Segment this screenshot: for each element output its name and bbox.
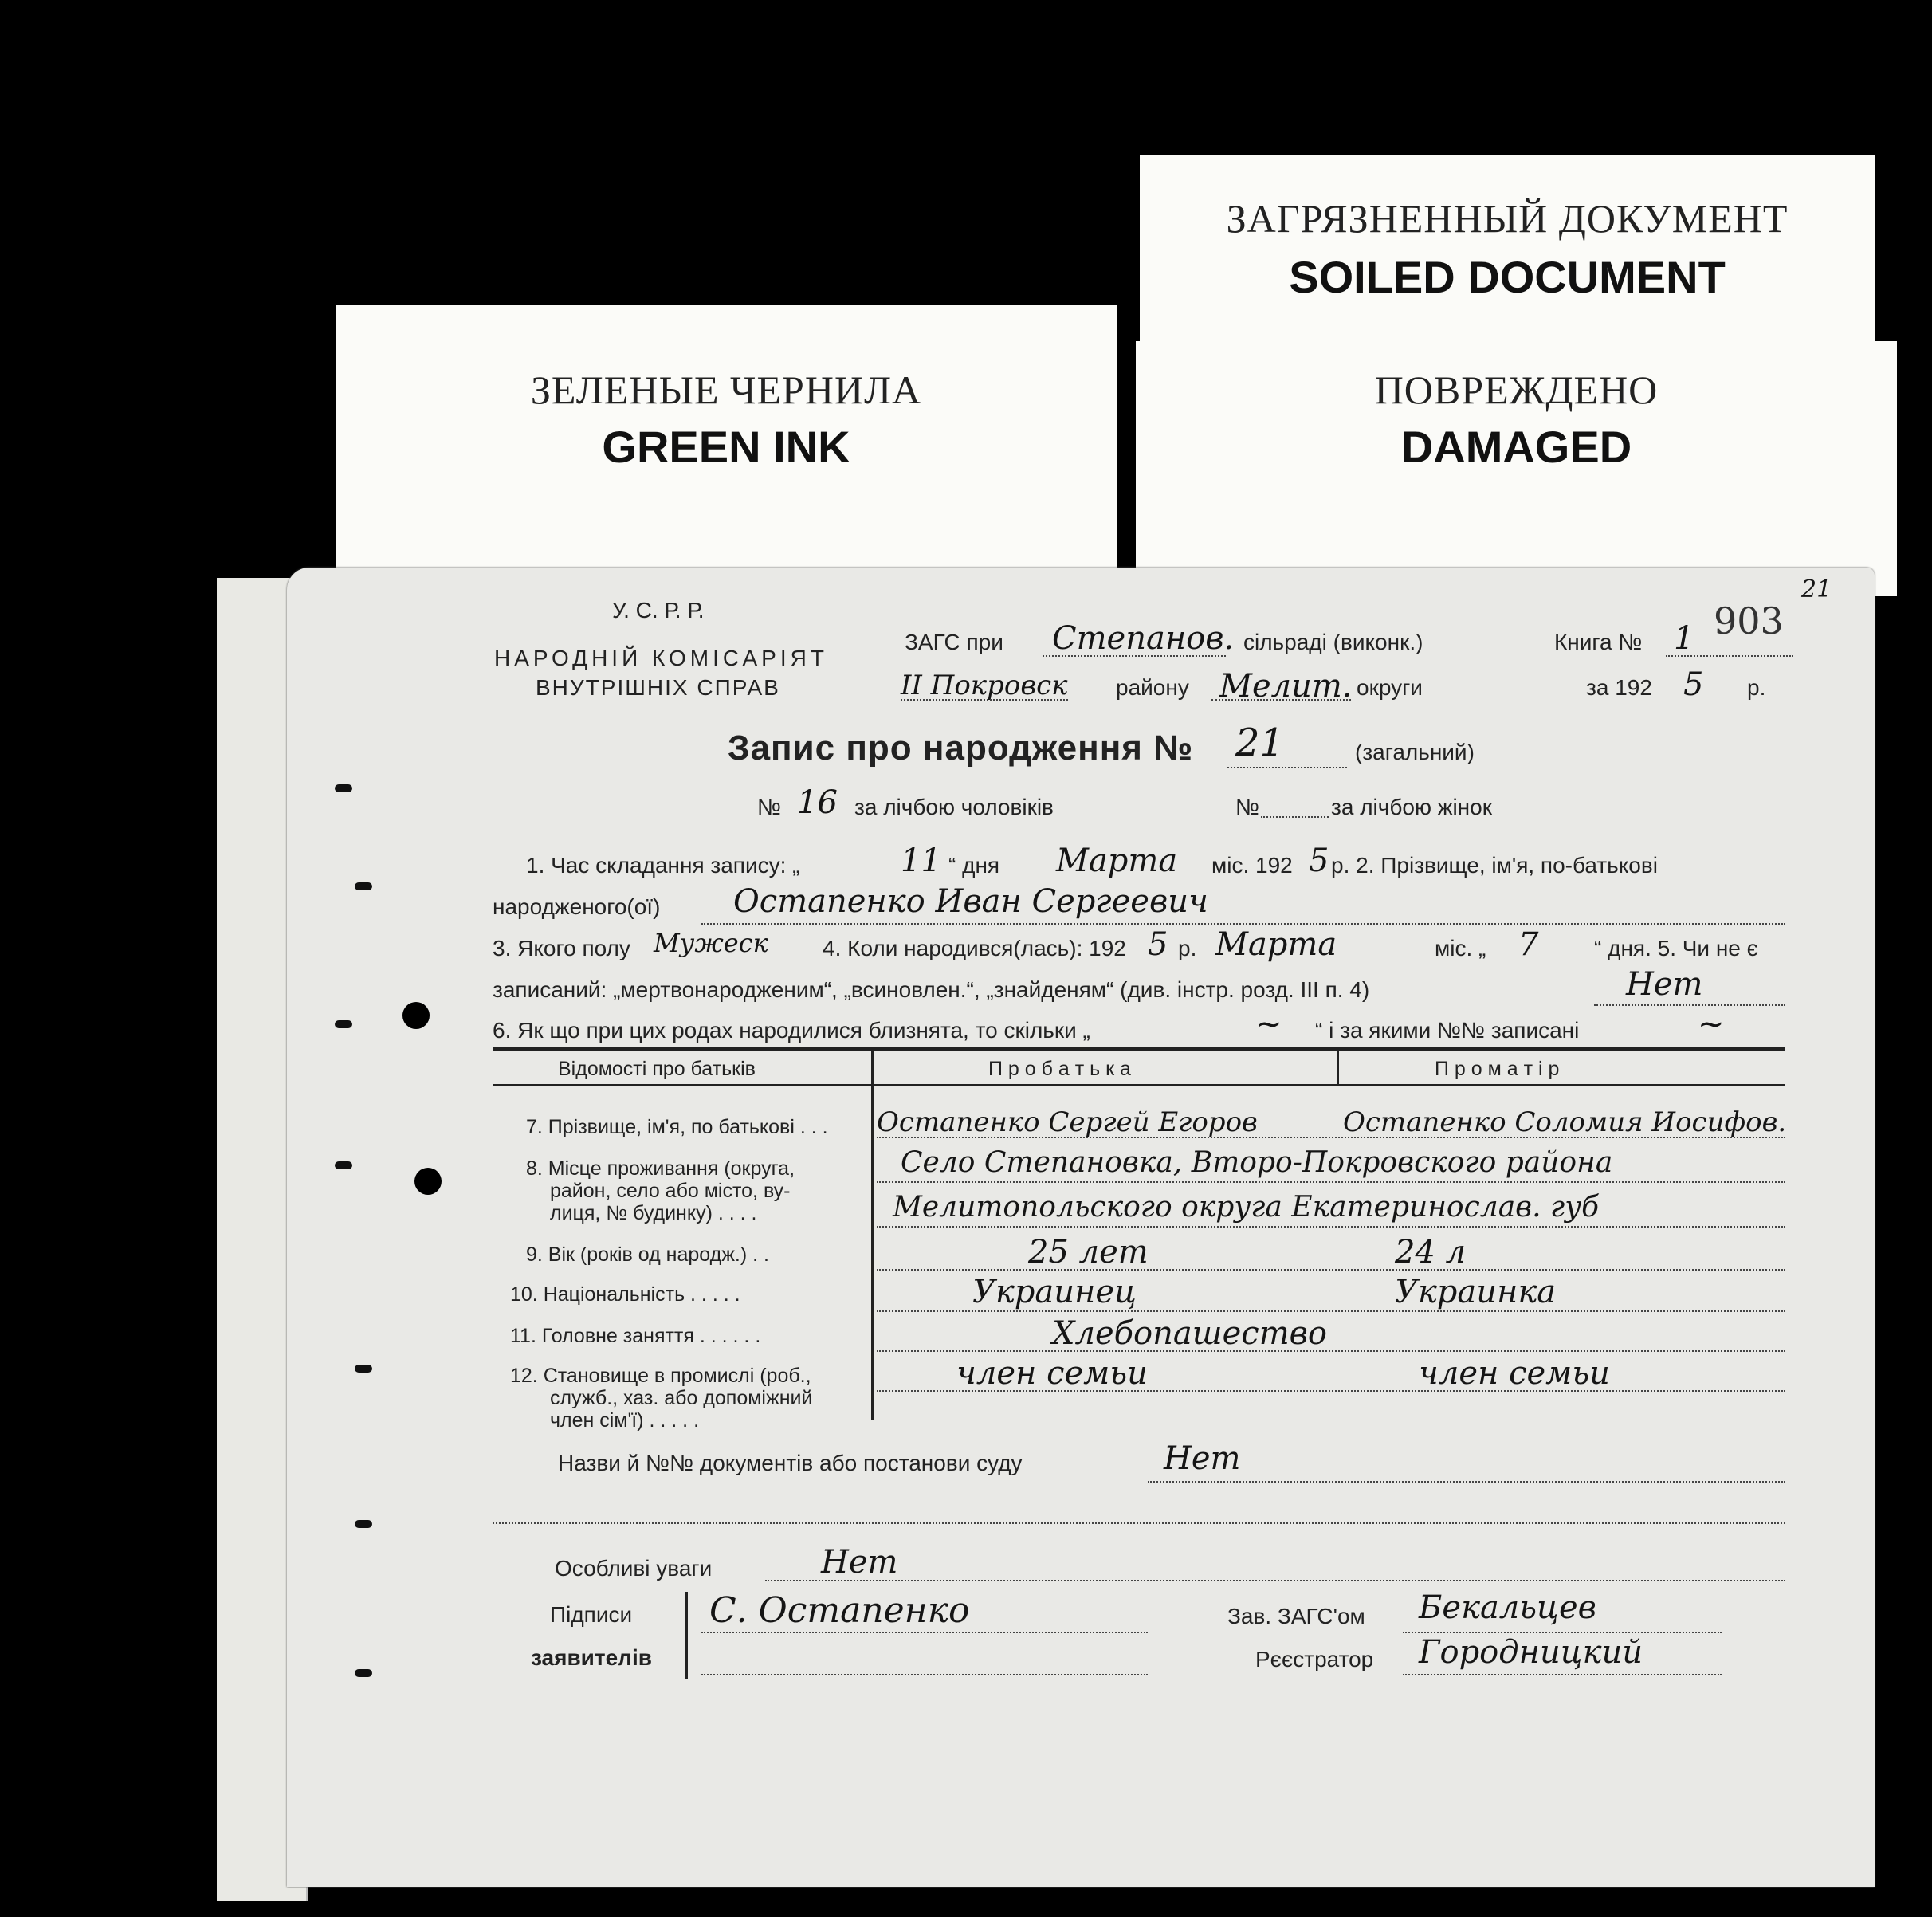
punch-hole	[355, 1669, 372, 1677]
damaged-ru: ПОВРЕЖДЕНО	[1374, 367, 1659, 412]
q3-label: 3. Якого полу	[493, 936, 630, 960]
q6-mid: “ і за якими №№ записані	[1315, 1018, 1580, 1043]
father-status: член семьи	[956, 1355, 1148, 1392]
father-name: Остапенко Сергей Егоров	[877, 1106, 1258, 1138]
q5-label: записаний: „мертвонародженим“, „всиновлен.“, „знайденям“ (див. інстр. розд. III п. 4)	[493, 977, 1370, 1002]
row-label-12a: 12. Становище в промислі (роб.,	[510, 1365, 811, 1387]
fill-line	[493, 1522, 1785, 1524]
table-header-rule	[493, 1084, 1785, 1086]
q6-label: 6. Як що при цих родах народилися близнята, то скільки „	[493, 1018, 1090, 1043]
q4-tail: “ дня. 5. Чи не є	[1594, 936, 1758, 960]
damaged-en: DAMAGED	[1400, 422, 1632, 472]
row-label-8b: район, село або місто, ву-	[550, 1180, 791, 1202]
men-count-pre: №	[757, 795, 782, 819]
col-father-header: П р о б а т ь к а	[988, 1058, 1131, 1080]
row-label-9: 9. Вік (років од народж.) . .	[526, 1243, 769, 1266]
punch-hole	[355, 882, 372, 890]
q1-tail: р. 2. Прізвище, ім'я, по-батькові	[1331, 853, 1658, 878]
mother-age: 24 л	[1395, 1234, 1467, 1271]
year-label: за 192	[1586, 675, 1652, 700]
head-label: Зав. ЗАГС'ом	[1227, 1604, 1365, 1628]
book-value: 1	[1674, 620, 1694, 657]
fill-line	[1403, 1674, 1722, 1675]
fill-line	[1261, 816, 1329, 818]
fill-line	[1043, 655, 1226, 657]
notes-label: Особливі уваги	[555, 1556, 713, 1581]
green-ink-label-card	[336, 305, 1117, 592]
mother-name: Остапенко Соломия Иосифов.	[1343, 1106, 1787, 1138]
q1-label: 1. Час складання запису: „	[526, 853, 800, 878]
row-label-12c: член сім'ї) . . . . .	[550, 1409, 700, 1432]
fill-line	[1594, 1004, 1785, 1006]
punch-hole	[355, 1520, 372, 1528]
q2-value: Остапенко Иван Сергеевич	[733, 883, 1208, 920]
q4-label: 4. Коли народився(лась): 192	[823, 936, 1126, 960]
fill-line	[877, 1226, 1785, 1228]
fill-line	[901, 699, 1068, 701]
sign-label-2: заявителів	[531, 1645, 652, 1670]
zags-suffix: сільраді (виконк.)	[1243, 630, 1423, 654]
punch-hole	[335, 1020, 352, 1028]
book-label: Книга №	[1554, 630, 1643, 654]
q4-month: Марта	[1215, 926, 1337, 963]
notes-value: Нет	[821, 1544, 898, 1581]
row-label-8a: 8. Місце проживання (округа,	[526, 1157, 795, 1180]
q4-year: 5	[1148, 926, 1168, 963]
fill-line	[877, 1390, 1785, 1392]
residence-line-1: Село Степановка, Второ-Покровского района	[901, 1146, 1613, 1179]
row-label-11: 11. Головне заняття . . . . . .	[510, 1325, 761, 1347]
row-label-10: 10. Національність . . . . .	[510, 1283, 740, 1306]
docs-label: Назви й №№ документів або постанови суду	[558, 1451, 1023, 1475]
q4-mis: міс. „	[1435, 936, 1486, 960]
stamp-number: 903	[1714, 599, 1784, 642]
table-col-divider	[871, 1050, 874, 1420]
q6-value: ~	[1255, 1006, 1282, 1043]
fill-line	[1148, 1481, 1785, 1483]
row-label-12b: служб., хаз. або допоміжний	[550, 1387, 813, 1409]
green-ink-en: GREEN INK	[602, 422, 850, 472]
punch-hole	[335, 1161, 352, 1169]
father-occupation: Хлебопашество	[1052, 1315, 1327, 1352]
ministry-line-2: ВНУТРІШНІХ СПРАВ	[536, 675, 780, 700]
q1-year: 5	[1309, 843, 1329, 879]
soiled-ru: ЗАГРЯЗНЕННЫЙ ДОКУМЕНТ	[1226, 196, 1789, 241]
women-count-label: за лічбою жінок	[1331, 795, 1492, 819]
soiled-document-label-card	[1140, 155, 1875, 355]
applicant-signature: С. Остапенко	[709, 1590, 970, 1631]
table-top-rule	[493, 1047, 1785, 1051]
fill-line	[1227, 767, 1347, 768]
fill-line	[877, 1137, 1785, 1138]
fill-line	[1666, 655, 1793, 657]
raion-label: району	[1116, 675, 1189, 700]
record-number: 21	[1235, 721, 1285, 765]
punch-hole	[414, 1168, 442, 1195]
fill-line	[701, 923, 1785, 925]
q6-value2: ~	[1698, 1006, 1725, 1043]
okrug-value: Мелит.	[1219, 668, 1353, 705]
fill-line	[701, 1674, 1148, 1675]
zags-label: ЗАГС при	[905, 630, 1003, 654]
row-label-8c: лиця, № будинку) . . . .	[550, 1202, 757, 1224]
q1-mis: міс. 192	[1211, 853, 1293, 878]
fill-line	[701, 1632, 1148, 1633]
q1-mid: “ дня	[948, 853, 1000, 878]
registrar-signature: Городницкий	[1419, 1634, 1643, 1671]
row-label-7: 7. Прізвище, ім'я, по батькові . . .	[526, 1116, 828, 1138]
father-age: 25 лет	[1028, 1234, 1149, 1271]
punch-hole	[402, 1002, 430, 1029]
green-ink-ru: ЗЕЛЕНЫЕ ЧЕРНИЛА	[530, 367, 922, 412]
residence-line-2: Мелитопольского округа Екатеринослав. губ	[893, 1191, 1600, 1224]
fill-line	[877, 1350, 1785, 1352]
q1-month: Марта	[1056, 843, 1178, 879]
page-number: 21	[1801, 575, 1832, 603]
fill-line	[877, 1269, 1785, 1271]
q5-value: Нет	[1626, 966, 1703, 1003]
fill-line	[877, 1310, 1785, 1312]
raion-value: II Покровск	[901, 670, 1068, 701]
okrug-label: округи	[1357, 675, 1423, 700]
q3-value: Мужеск	[654, 928, 768, 958]
men-count-value: 16	[797, 784, 838, 821]
record-title: Запис про народження №	[728, 729, 1194, 768]
mother-status: член семьи	[1419, 1355, 1610, 1392]
q4-day: 7	[1518, 926, 1539, 963]
year-suffix: р.	[1747, 675, 1766, 700]
sign-label-1: Підписи	[550, 1602, 633, 1627]
docs-value: Нет	[1164, 1440, 1241, 1477]
ministry-line-1: НАРОДНІЙ КОМІСАРІЯТ	[494, 646, 828, 670]
table-col-divider	[1337, 1050, 1339, 1086]
q1-day: 11	[901, 843, 941, 879]
fill-line	[765, 1580, 1785, 1581]
mother-nationality: Украинка	[1395, 1274, 1557, 1310]
col-mother-header: П р о м а т і р	[1435, 1058, 1560, 1080]
men-count-label: за лічбою чоловіків	[854, 795, 1054, 819]
col-info-header: Відомості про батьків	[558, 1058, 756, 1080]
punch-hole	[335, 784, 352, 792]
birth-record-form	[287, 568, 1875, 1887]
record-general: (загальний)	[1355, 740, 1475, 764]
damaged-label-card	[1136, 341, 1897, 596]
sign-bracket	[685, 1592, 688, 1679]
soiled-en: SOILED DOCUMENT	[1289, 252, 1726, 302]
fill-line	[1403, 1632, 1722, 1633]
registrar-label: Рєєстратор	[1255, 1647, 1374, 1671]
women-count-pre: №	[1235, 795, 1260, 819]
zags-value: Степанов.	[1052, 620, 1235, 657]
fill-line	[877, 1181, 1785, 1183]
punch-hole	[355, 1365, 372, 1373]
father-nationality: Украинец	[972, 1274, 1137, 1310]
q4-r: р.	[1178, 936, 1197, 960]
ussr-heading: У. С. Р. Р.	[612, 598, 705, 623]
head-signature: Бекальцев	[1419, 1589, 1596, 1626]
q2-label: народженого(ої)	[493, 894, 661, 919]
year-value: 5	[1683, 666, 1704, 703]
fill-line	[1211, 699, 1351, 701]
